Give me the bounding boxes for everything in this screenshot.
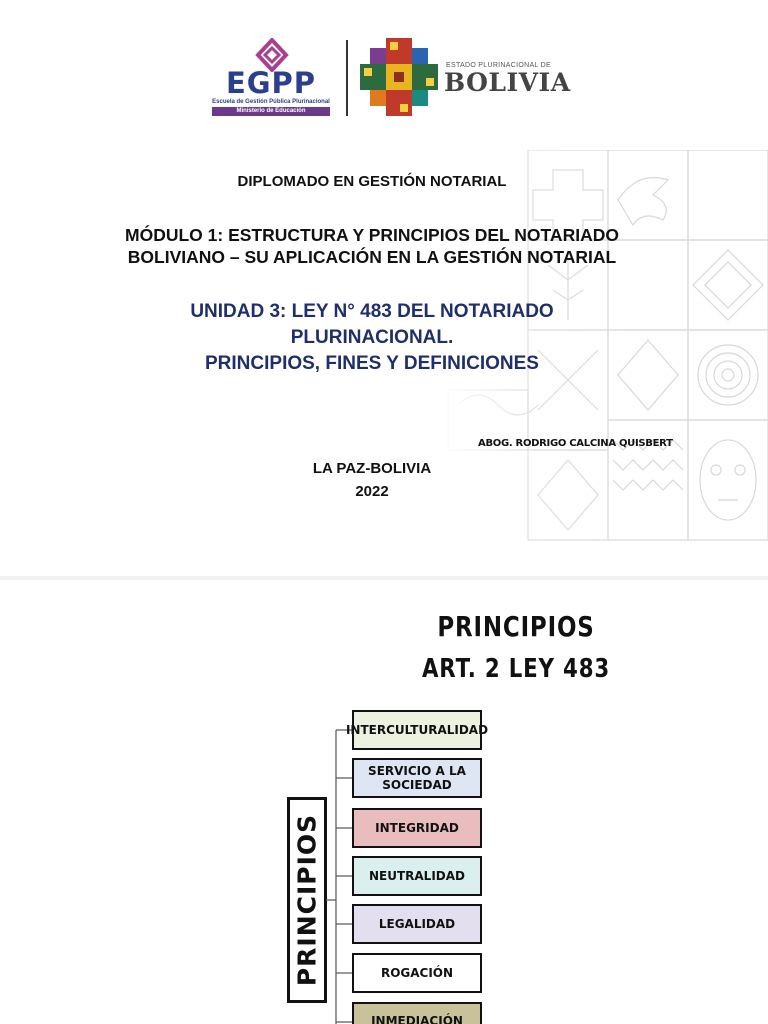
principle-box-inmediacion: INMEDIACIÓN	[352, 1002, 482, 1024]
bolivia-small-text: ESTADO PLURINACIONAL DE	[446, 62, 551, 69]
modulo-line-1: MÓDULO 1: ESTRUCTURA Y PRINCIPIOS DEL NOTARIADO	[125, 225, 619, 245]
principle-box-neutralidad: NEUTRALIDAD	[352, 856, 482, 896]
principle-box-servicio-sociedad: SERVICIO A LA SOCIEDAD	[352, 758, 482, 798]
egpp-ministry-bar: Ministerio de Educación	[212, 107, 330, 116]
egpp-subtitle: Escuela de Gestión Pública Plurinacional	[212, 99, 330, 105]
egpp-logo	[208, 36, 334, 118]
unidad-line-1: UNIDAD 3: LEY N° 483 DEL NOTARIADO	[190, 301, 554, 322]
diplomado-title: DIPLOMADO EN GESTIÓN NOTARIAL	[237, 173, 507, 190]
principle-box-integridad: INTEGRIDAD	[352, 808, 482, 848]
egpp-wordmark: EGPP	[225, 66, 317, 100]
bolivia-wordmark: BOLIVIA	[444, 68, 571, 97]
year-text: 2022	[355, 483, 389, 500]
principle-box-legalidad: LEGALIDAD	[352, 904, 482, 944]
principle-box-interculturalidad: INTERCULTURALIDAD	[352, 710, 482, 750]
principle-box-rogacion: ROGACIÓN	[352, 953, 482, 993]
modulo-line-2: BOLIVIANO – SU APLICACIÓN EN LA GESTIÓN NOTARIAL	[127, 247, 617, 267]
slide-subtitle: ART. 2 LEY 483	[421, 654, 611, 684]
author-name: ABOG. RODRIGO CALCINA QUISBERT	[478, 438, 673, 449]
unidad-line-2: PLURINACIONAL.	[290, 327, 454, 348]
principles-slide	[0, 580, 768, 1024]
unidad-line-3: PRINCIPIOS, FINES Y DEFINICIONES	[205, 353, 539, 374]
bolivia-wiphala-emblem	[360, 38, 438, 116]
place-text: LA PAZ-BOLIVIA	[312, 460, 432, 477]
logo-divider	[346, 40, 348, 116]
principios-root-box	[287, 797, 327, 1003]
slide-title: PRINCIPIOS	[437, 610, 595, 643]
principios-root-label: PRINCIPIOS	[292, 813, 322, 987]
